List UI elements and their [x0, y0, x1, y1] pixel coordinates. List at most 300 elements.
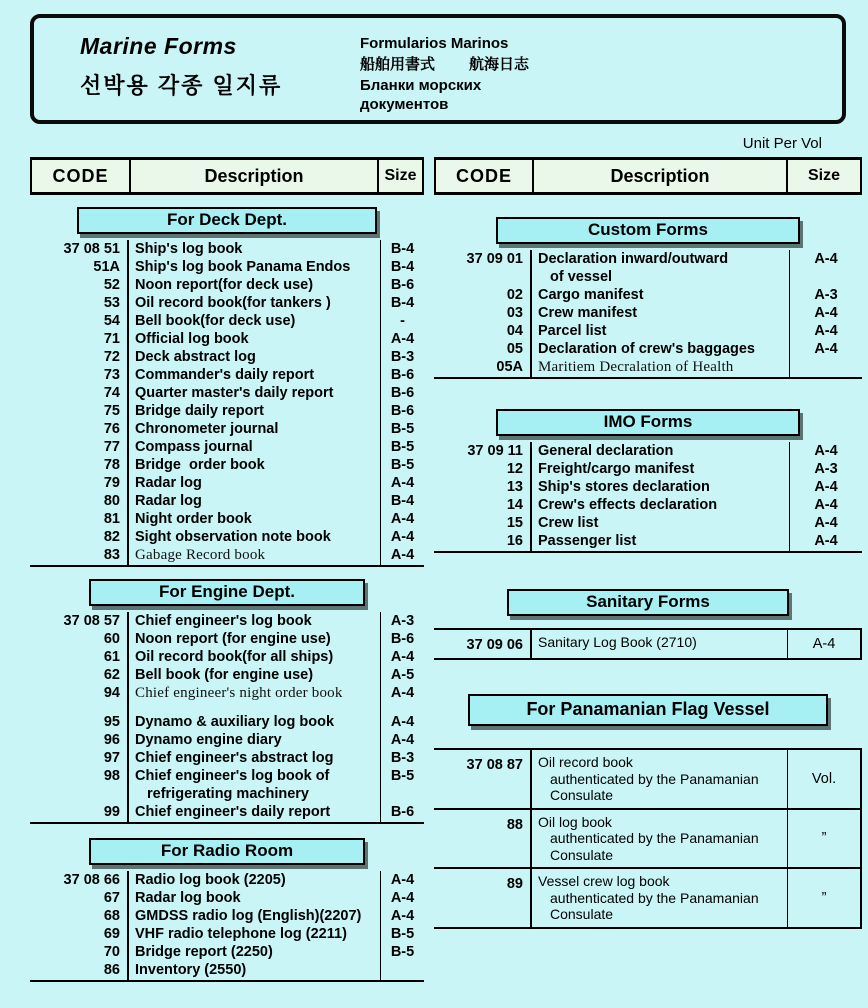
title-chinese	[360, 55, 529, 74]
row-description	[127, 438, 381, 456]
section-custom-forms	[434, 217, 862, 379]
section-rows	[30, 240, 424, 567]
table-row	[30, 510, 424, 528]
row-size: A-4	[390, 547, 415, 563]
row-code: 67	[103, 890, 120, 906]
row-description	[127, 943, 381, 961]
row-code: 60	[103, 631, 120, 647]
row-description-line: authenticated by the Panamanian	[550, 770, 759, 787]
row-code: 76	[103, 421, 120, 437]
row-description-line: Vessel crew log book	[538, 873, 670, 889]
title-chinese-2: 航海日志	[469, 56, 530, 73]
row-description-line: Bridge daily report	[135, 403, 264, 419]
row-description-line: Chief engineer's night order book	[135, 685, 343, 701]
row-description	[530, 304, 790, 322]
row-description-line: Bridge order book	[135, 457, 265, 473]
row-description	[127, 276, 381, 294]
row-description	[530, 286, 790, 304]
row-description	[127, 258, 381, 276]
row-code: 68	[103, 908, 120, 924]
row-description	[127, 384, 381, 402]
table-row	[30, 943, 424, 961]
row-description	[127, 713, 381, 731]
row-code: 79	[103, 475, 120, 491]
row-description-line: Declaration inward/outward	[538, 251, 729, 267]
row-description-line: Freight/cargo manifest	[538, 461, 695, 477]
row-description-line: Noon report(for deck use)	[135, 277, 314, 293]
row-size: A-4	[814, 533, 838, 549]
row-size: A-4	[814, 443, 838, 459]
row-size: B-6	[390, 385, 415, 401]
row-size: A-5	[390, 667, 415, 683]
row-code: 15	[506, 515, 523, 531]
row-code: 75	[103, 403, 120, 419]
table-row	[30, 666, 424, 684]
row-code: 83	[103, 547, 120, 563]
row-description	[530, 358, 790, 376]
row-description-line: Ship's log book	[135, 241, 243, 257]
title-korean: 선박용 각종 일지류	[80, 73, 283, 98]
table-row	[434, 532, 862, 550]
table-row	[434, 340, 862, 358]
row-code: 61	[103, 649, 120, 665]
row-code: 69	[103, 926, 120, 942]
row-code: 82	[103, 529, 120, 545]
table-row	[30, 240, 424, 258]
row-code: 02	[506, 287, 523, 303]
row-size: A-4	[814, 305, 838, 321]
row-code: 88	[506, 816, 523, 833]
row-size: A-4	[814, 515, 838, 531]
row-description	[530, 442, 790, 460]
row-size: ”	[821, 830, 827, 847]
row-description-line: Crew manifest	[538, 305, 638, 321]
row-size: A-4	[812, 636, 836, 652]
row-size: A-4	[814, 479, 838, 495]
row-description	[530, 630, 788, 658]
row-description-line: Commander's daily report	[135, 367, 315, 383]
row-code: 96	[103, 732, 120, 748]
right-sections	[434, 217, 862, 929]
row-code: 99	[103, 804, 120, 820]
row-size: A-4	[390, 908, 415, 924]
row-code: 13	[506, 479, 523, 495]
row-size: A-4	[390, 685, 415, 701]
row-size: B-6	[390, 367, 415, 383]
table-row	[434, 322, 862, 340]
row-code: 77	[103, 439, 120, 455]
row-code: 95	[103, 714, 120, 730]
table-row	[30, 312, 424, 330]
section-rows	[434, 628, 862, 660]
section-imo-forms	[434, 409, 862, 553]
row-description-line: Sanitary Log Book (2710)	[538, 634, 697, 650]
row-description-line: Sight observation note book	[135, 529, 331, 545]
row-description	[530, 810, 788, 868]
row-code: 98	[103, 768, 120, 784]
table-row	[30, 492, 424, 510]
title-spanish: Formularios Marinos	[360, 35, 509, 52]
row-code: 54	[103, 313, 120, 329]
row-description	[127, 612, 381, 630]
table-row	[30, 713, 424, 731]
table-row	[30, 803, 424, 821]
row-description-line: Consulate	[550, 787, 614, 803]
table-row	[30, 258, 424, 276]
title-russian: Бланки морских документов	[360, 77, 482, 113]
row-code: 71	[103, 331, 120, 347]
row-description-line: Oil record book(for all ships)	[135, 649, 334, 665]
row-description-line: Dynamo engine diary	[135, 732, 282, 748]
row-code: 89	[506, 876, 523, 892]
row-size: B-4	[390, 259, 415, 275]
row-code: 16	[506, 533, 523, 549]
row-description-line: Radar log	[135, 475, 202, 491]
row-size: A-4	[390, 890, 415, 906]
row-size: B-6	[390, 631, 415, 647]
table-row	[30, 348, 424, 366]
right-column	[434, 157, 862, 982]
row-description-line: GMDSS radio log (English)(2207)	[135, 908, 362, 924]
table-row	[30, 630, 424, 648]
table-row	[434, 496, 862, 514]
row-description-line: Chronometer journal	[135, 421, 279, 437]
col-header-code: CODE	[455, 165, 512, 186]
section-title-for-engine-dept: For Engine Dept.	[89, 579, 365, 606]
row-code: 94	[103, 685, 120, 701]
row-description	[127, 330, 381, 348]
col-header-code: CODE	[52, 165, 109, 186]
table-row	[30, 276, 424, 294]
table-row	[434, 478, 862, 496]
row-description	[530, 532, 790, 550]
section-title-for-radio-room: For Radio Room	[89, 838, 365, 865]
row-description-line: Quarter master's daily report	[135, 385, 334, 401]
col-header-description: Description	[610, 165, 710, 186]
row-code: 37 09 11	[467, 443, 523, 459]
row-description	[127, 366, 381, 384]
table-row	[30, 889, 424, 907]
row-description	[127, 456, 381, 474]
table-row	[30, 871, 424, 889]
section-title-sanitary-forms: Sanitary Forms	[507, 589, 789, 616]
section-sanitary-forms	[434, 589, 862, 660]
row-code: 97	[103, 750, 120, 766]
row-description	[530, 322, 790, 340]
table-row	[434, 867, 860, 927]
row-code: 05A	[496, 359, 523, 375]
table-row	[434, 358, 862, 376]
row-description	[127, 240, 381, 258]
table-row	[434, 460, 862, 478]
table-row	[30, 648, 424, 666]
table-row	[30, 546, 424, 564]
row-description-line: Radar log book	[135, 890, 241, 906]
row-size: A-4	[390, 714, 415, 730]
row-description-line: Ship's log book Panama Endos	[135, 259, 351, 275]
row-description	[127, 907, 381, 925]
row-description-line: Chief engineer's log book of	[135, 768, 330, 784]
row-description-line: Radar log	[135, 493, 202, 509]
row-size: B-5	[390, 421, 415, 437]
col-header-description: Description	[204, 165, 304, 186]
row-code: 73	[103, 367, 120, 383]
row-size: A-3	[390, 613, 415, 629]
row-size: B-5	[390, 439, 415, 455]
row-description-line: Parcel list	[538, 323, 607, 339]
left-sections	[30, 207, 424, 982]
row-size: A-4	[390, 872, 415, 888]
row-size: A-4	[390, 649, 415, 665]
row-size: A-4	[390, 331, 415, 347]
row-description-line: Dynamo & auxiliary log book	[135, 714, 335, 730]
row-description	[127, 474, 381, 492]
row-description	[127, 528, 381, 546]
row-code: 03	[506, 305, 523, 321]
row-size: A-4	[390, 529, 415, 545]
row-description-line: Gabage Record book	[135, 547, 266, 563]
table-row	[434, 304, 862, 322]
table-row	[30, 420, 424, 438]
left-column	[30, 157, 424, 982]
table-row	[30, 294, 424, 312]
row-description-line: Consulate	[550, 846, 614, 863]
row-description-line: General declaration	[538, 443, 674, 459]
row-code: 72	[103, 349, 120, 365]
row-description	[530, 250, 790, 286]
row-description	[127, 648, 381, 666]
section-title-custom-forms: Custom Forms	[496, 217, 800, 244]
table-row	[30, 402, 424, 420]
row-description	[127, 731, 381, 749]
section-rows	[30, 871, 424, 982]
row-code: 53	[103, 295, 120, 311]
row-code: 04	[506, 323, 523, 339]
row-description-line: Chief engineer's log book	[135, 613, 312, 629]
row-description-line: Passenger list	[538, 533, 637, 549]
table-row	[434, 750, 860, 808]
row-description	[127, 510, 381, 528]
row-code: 05	[506, 341, 523, 357]
table-row	[434, 286, 862, 304]
row-description-line: Chief engineer's daily report	[135, 804, 331, 820]
row-size: B-6	[390, 403, 415, 419]
row-size: B-6	[390, 804, 415, 820]
row-description	[530, 750, 788, 808]
table-header-right	[434, 157, 862, 195]
row-description	[530, 460, 790, 478]
row-description-line: Oil log book	[538, 813, 612, 830]
tables-area	[30, 157, 862, 982]
row-description-line: Bell book (for engine use)	[135, 667, 314, 683]
table-row	[30, 528, 424, 546]
table-row	[30, 456, 424, 474]
row-code: 37 08 51	[63, 241, 120, 257]
section-title-for-deck-dept: For Deck Dept.	[77, 207, 376, 234]
row-description-line: Chief engineer's abstract log	[135, 750, 334, 766]
header-titles	[80, 33, 332, 110]
row-code: 37 09 01	[466, 251, 523, 267]
row-description-line: of vessel	[550, 269, 613, 285]
row-size: B-5	[390, 944, 415, 960]
row-description-line: Crew list	[538, 515, 599, 531]
table-row	[30, 438, 424, 456]
table-row	[434, 630, 860, 658]
row-description	[127, 348, 381, 366]
row-size: A-4	[390, 732, 415, 748]
row-description-line: Ship's stores declaration	[538, 479, 710, 495]
table-row	[30, 749, 424, 767]
row-size: B-5	[390, 926, 415, 942]
row-description-line: Cargo manifest	[538, 287, 644, 303]
row-description-line: Deck abstract log	[135, 349, 256, 365]
row-description	[127, 889, 381, 907]
row-size: ”	[821, 889, 827, 906]
row-description-line: Bridge report (2250)	[135, 944, 273, 960]
row-size: A-3	[814, 287, 838, 303]
row-code: 37 08 66	[63, 872, 120, 888]
row-code: 81	[103, 511, 120, 527]
row-size: A-3	[814, 461, 838, 477]
table-row	[30, 384, 424, 402]
row-code: 37 09 06	[466, 637, 523, 653]
title-english: Marine Forms	[80, 33, 237, 59]
row-description	[127, 666, 381, 684]
title-chinese-1: 船舶用書式	[360, 56, 436, 73]
row-description-line: Oil record book	[538, 754, 633, 770]
row-size: Vol.	[811, 770, 837, 787]
row-description	[127, 420, 381, 438]
table-row	[30, 612, 424, 630]
row-description-line: Maritiem Decralation of Health	[538, 359, 734, 375]
row-description	[127, 312, 381, 330]
header-box	[30, 14, 846, 124]
table-row	[30, 925, 424, 943]
row-description-line: Declaration of crew's baggages	[538, 341, 755, 357]
table-row	[30, 474, 424, 492]
row-description	[127, 546, 381, 564]
row-code: 12	[506, 461, 523, 477]
row-description	[530, 496, 790, 514]
row-description-line: Oil record book(for tankers )	[135, 295, 331, 311]
row-description	[127, 803, 381, 821]
section-for-radio-room	[30, 838, 424, 982]
row-description	[530, 478, 790, 496]
row-code: 70	[103, 944, 120, 960]
row-size: B-4	[390, 295, 415, 311]
row-description	[127, 871, 381, 889]
row-description	[127, 402, 381, 420]
row-code: 74	[103, 385, 120, 401]
row-code: 80	[103, 493, 120, 509]
table-row	[434, 250, 862, 286]
section-rows	[434, 748, 862, 929]
unit-per-vol-label: Unit Per Vol	[742, 135, 822, 152]
row-size: A-4	[814, 497, 838, 513]
row-size: B-3	[390, 349, 415, 365]
row-description-line: Compass journal	[135, 439, 253, 455]
table-row	[30, 767, 424, 803]
row-description	[127, 684, 381, 702]
row-size: A-4	[814, 251, 838, 267]
header-subtitles	[360, 33, 530, 113]
section-for-deck-dept	[30, 207, 424, 567]
row-description-line: Consulate	[550, 906, 614, 922]
row-size: B-5	[390, 457, 415, 473]
section-for-engine-dept	[30, 579, 424, 824]
row-description	[530, 869, 788, 927]
table-row	[30, 366, 424, 384]
row-size: A-4	[814, 341, 838, 357]
row-description	[127, 492, 381, 510]
table-header-left	[30, 157, 424, 195]
row-description	[127, 749, 381, 767]
table-row	[30, 330, 424, 348]
table-row	[30, 684, 424, 702]
row-code: 37 08 57	[63, 613, 120, 629]
row-description	[530, 340, 790, 358]
row-size: B-6	[390, 277, 415, 293]
row-description	[127, 925, 381, 943]
table-row	[30, 731, 424, 749]
row-size: B-3	[390, 750, 415, 766]
row-description-line: authenticated by the Panamanian	[550, 889, 759, 906]
row-description-line: VHF radio telephone log (2211)	[135, 926, 347, 942]
row-size	[790, 358, 862, 376]
row-description-line: Night order book	[135, 511, 252, 527]
section-rows	[30, 612, 424, 824]
row-description	[530, 514, 790, 532]
row-description-line: Noon report (for engine use)	[135, 631, 331, 647]
row-size	[381, 961, 424, 979]
row-code: 78	[103, 457, 120, 473]
row-size: B-5	[390, 768, 415, 784]
row-description	[127, 961, 381, 979]
table-row	[434, 442, 862, 460]
row-code: 51A	[93, 259, 120, 275]
row-description-line: Inventory (2550)	[135, 962, 247, 978]
table-row	[434, 808, 860, 868]
row-size: A-4	[390, 511, 415, 527]
col-header-size: Size	[384, 167, 417, 184]
row-code: 37 08 87	[466, 757, 523, 773]
section-title-imo-forms: IMO Forms	[496, 409, 800, 436]
row-description-line: Radio log book (2205)	[135, 872, 286, 888]
row-size: A-4	[814, 323, 838, 339]
table-row	[30, 961, 424, 979]
table-row	[30, 907, 424, 925]
row-description-line: Official log book	[135, 331, 249, 347]
row-size: B-4	[390, 241, 415, 257]
row-description-line: Bell book(for deck use)	[135, 313, 296, 329]
table-row	[434, 514, 862, 532]
row-size: -	[400, 313, 405, 329]
row-code: 62	[103, 667, 120, 683]
row-description	[127, 630, 381, 648]
section-for-panamanian-flag-vessel	[434, 694, 862, 929]
row-description	[127, 767, 381, 803]
row-size: A-4	[390, 475, 415, 491]
section-rows	[434, 250, 862, 379]
section-title-for-panamanian-flag-vessel: For Panamanian Flag Vessel	[468, 694, 828, 726]
row-size: B-4	[390, 493, 415, 509]
row-description	[127, 294, 381, 312]
section-rows	[434, 442, 862, 553]
row-description-line: Crew's effects declaration	[538, 497, 718, 513]
row-description-line: authenticated by the Panamanian	[550, 830, 759, 846]
row-code: 14	[506, 497, 523, 513]
row-description-line: refrigerating machinery	[147, 786, 309, 802]
